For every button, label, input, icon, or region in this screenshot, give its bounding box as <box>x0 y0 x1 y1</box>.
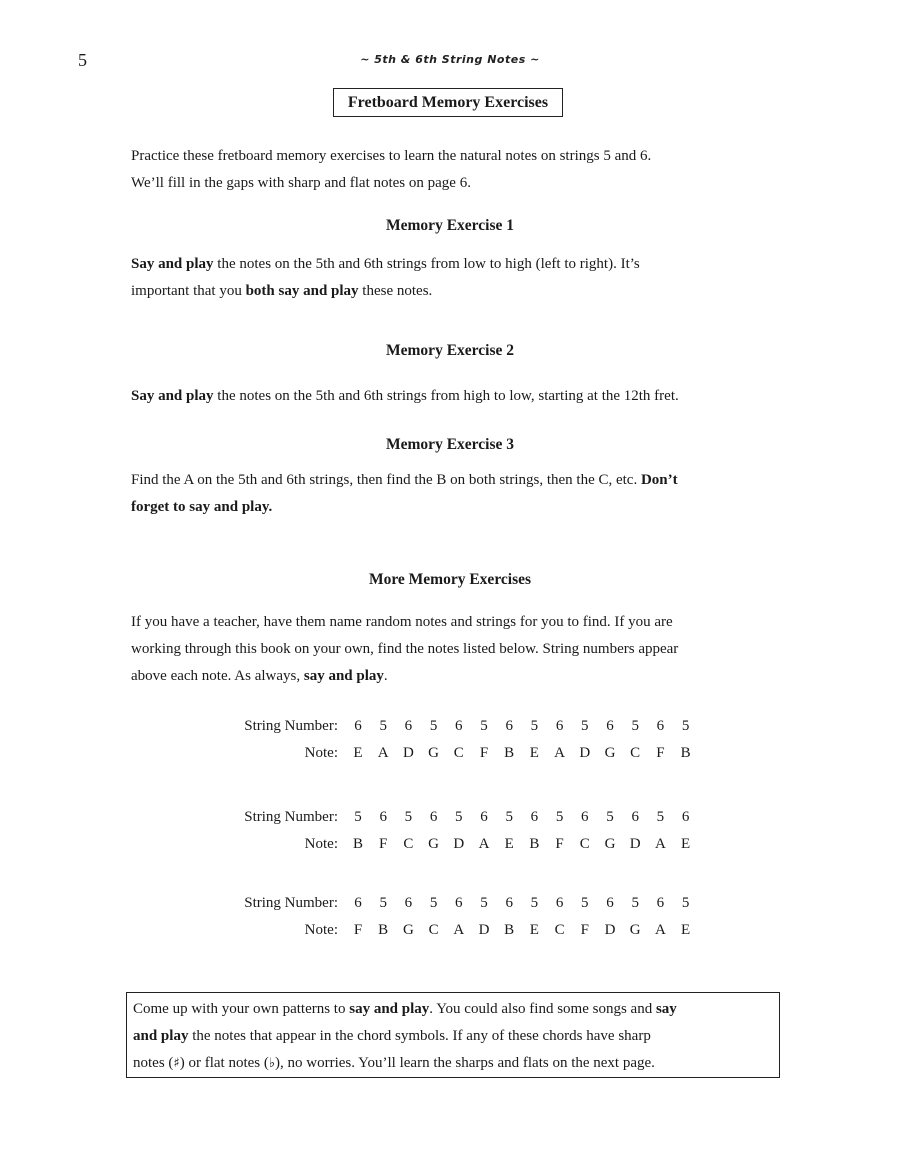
page-number: 5 <box>78 50 87 70</box>
string-number-cell: 6 <box>656 718 665 734</box>
note-cell: B <box>529 836 540 852</box>
text: ), no worries. You’ll learn the sharps and flats on the next page. <box>275 1055 655 1071</box>
bold-say: say <box>655 1001 677 1017</box>
string-number-cell: 5 <box>429 718 438 734</box>
note-cell: D <box>629 836 641 852</box>
text-line: If you have a teacher, have them name random notes and strings for you to find. If you are <box>131 614 673 630</box>
string-number-cell: 6 <box>606 895 614 911</box>
bold-forget-to-say-and-play: forget to say and play. <box>131 499 273 515</box>
flat-symbol: ♭ <box>268 1056 275 1071</box>
note-label: Note: <box>304 836 338 852</box>
string-number-cell: 5 <box>555 809 564 825</box>
note-cell: E <box>681 836 691 852</box>
note-cell: D <box>604 922 616 938</box>
note-cell: C <box>428 922 439 938</box>
exercise-3-heading: Memory Exercise 3 <box>386 436 514 453</box>
note-row <box>0 922 900 946</box>
exercise-1-heading: Memory Exercise 1 <box>386 217 514 234</box>
bold-say-and-play: say and play <box>349 1001 430 1017</box>
note-cell: G <box>428 836 440 852</box>
note-cell: C <box>554 922 565 938</box>
bold-and-play: and play <box>133 1028 189 1044</box>
text: notes ( <box>133 1055 174 1071</box>
text: Find the A on the 5th and 6th strings, then find the B on both strings, then the C, etc. <box>131 472 641 488</box>
text: the notes on the 5th and 6th strings from low to high (left to right). It’s <box>213 256 640 272</box>
string-number-cell: 5 <box>354 809 362 825</box>
string-number-cell: 5 <box>656 809 665 825</box>
string-number-row <box>0 718 900 742</box>
bold-dont: Don’t <box>640 472 678 488</box>
note-cell: B <box>378 922 389 938</box>
sharp-symbol: ♯ <box>173 1056 180 1071</box>
note-cell: B <box>680 745 691 761</box>
string-number-cell: 5 <box>631 895 639 911</box>
note-cell: D <box>453 836 465 852</box>
note-cell: F <box>580 922 589 938</box>
string-number-cell: 5 <box>530 718 539 734</box>
text: above each note. As always, <box>131 668 304 684</box>
string-number-cell: 5 <box>606 809 614 825</box>
note-cell: A <box>478 836 490 852</box>
string-number-row <box>0 809 900 833</box>
string-number-row <box>0 895 900 919</box>
string-number-cell: 6 <box>379 809 387 825</box>
string-label: String Number: <box>244 895 338 911</box>
note-cell: A <box>654 922 666 938</box>
note-cell: C <box>630 745 641 761</box>
string-number-cell: 5 <box>379 895 387 911</box>
note-cell: G <box>428 745 440 761</box>
string-number-cell: 5 <box>530 895 539 911</box>
note-cell: E <box>504 836 514 852</box>
note-label: Note: <box>304 745 338 761</box>
note-cell: B <box>352 836 363 852</box>
string-number-cell: 5 <box>480 718 488 734</box>
string-number-cell: 6 <box>354 895 362 911</box>
note-row <box>0 836 900 860</box>
string-number-cell: 6 <box>631 809 639 825</box>
note-cell: C <box>579 836 590 852</box>
string-number-cell: 6 <box>555 718 564 734</box>
note-cell: F <box>479 745 489 761</box>
running-header: ~ 5th & 6th String Notes ~ <box>360 53 540 66</box>
string-number-cell: 6 <box>404 895 413 911</box>
text: important that you <box>131 283 246 299</box>
note-cell: C <box>403 836 414 852</box>
note-cell: F <box>379 836 388 852</box>
note-cell: A <box>377 745 389 761</box>
note-cell: F <box>656 745 665 761</box>
bold-both-say-and-play: both say and play <box>245 283 359 299</box>
note-cell: A <box>453 922 465 938</box>
string-number-cell: 5 <box>505 809 513 825</box>
string-number-cell: 6 <box>404 718 413 734</box>
string-number-cell: 6 <box>429 809 438 825</box>
string-number-cell: 5 <box>404 809 413 825</box>
string-number-cell: 5 <box>379 718 387 734</box>
string-number-cell: 5 <box>429 895 438 911</box>
note-cell: G <box>629 922 641 938</box>
string-number-cell: 6 <box>455 718 463 734</box>
tip-box <box>126 992 780 1078</box>
string-number-cell: 6 <box>530 809 539 825</box>
string-number-cell: 6 <box>505 718 513 734</box>
text: these notes. <box>358 283 433 299</box>
string-number-cell: 6 <box>455 895 463 911</box>
string-number-cell: 5 <box>581 718 589 734</box>
note-cell: A <box>654 836 666 852</box>
note-cell: C <box>453 745 464 761</box>
text: . <box>383 668 388 684</box>
intro-line-2: We’ll fill in the gaps with sharp and flat notes on page 6. <box>131 175 471 191</box>
note-cell: E <box>681 922 691 938</box>
string-number-cell: 6 <box>555 895 564 911</box>
text: the notes that appear in the chord symbols. If any of these chords have sharp <box>188 1028 651 1044</box>
note-cell: B <box>504 922 515 938</box>
string-number-cell: 5 <box>581 895 589 911</box>
string-number-cell: 6 <box>354 718 362 734</box>
note-cell: G <box>402 922 414 938</box>
note-cell: A <box>554 745 566 761</box>
note-cell: G <box>604 745 616 761</box>
text: . You could also find some songs and <box>429 1001 656 1017</box>
text-line: working through this book on your own, find the notes listed below. String numbers appear <box>131 641 679 657</box>
string-number-cell: 6 <box>606 718 614 734</box>
text: Come up with your own patterns to <box>133 1001 350 1017</box>
string-number-cell: 6 <box>505 895 513 911</box>
note-cell: D <box>579 745 591 761</box>
page-title: Fretboard Memory Exercises <box>333 88 563 117</box>
text: the notes on the 5th and 6th strings from high to low, starting at the 12th fret. <box>213 388 679 404</box>
bold-say-and-play: Say and play <box>131 256 214 272</box>
string-number-cell: 6 <box>681 809 690 825</box>
string-number-cell: 5 <box>455 809 463 825</box>
string-label: String Number: <box>244 718 338 734</box>
string-number-cell: 6 <box>581 809 589 825</box>
string-label: String Number: <box>244 809 338 825</box>
string-number-cell: 6 <box>480 809 488 825</box>
note-row <box>0 745 900 769</box>
text: ) or flat notes ( <box>179 1055 269 1071</box>
bold-say-and-play: say and play <box>303 668 384 684</box>
note-cell: E <box>353 745 363 761</box>
string-number-cell: 6 <box>656 895 665 911</box>
string-number-cell: 5 <box>681 895 690 911</box>
note-cell: E <box>529 745 539 761</box>
note-cell: F <box>555 836 564 852</box>
string-number-cell: 5 <box>480 895 488 911</box>
exercise-2-heading: Memory Exercise 2 <box>386 342 514 359</box>
note-cell: D <box>478 922 490 938</box>
note-cell: B <box>504 745 515 761</box>
note-cell: G <box>604 836 616 852</box>
note-cell: F <box>353 922 363 938</box>
note-label: Note: <box>304 922 338 938</box>
intro-line-1: Practice these fretboard memory exercises to learn the natural notes on strings 5 and 6. <box>131 148 652 164</box>
more-exercises-heading: More Memory Exercises <box>368 571 532 588</box>
note-cell: E <box>529 922 539 938</box>
note-cell: D <box>402 745 414 761</box>
string-number-cell: 5 <box>681 718 690 734</box>
bold-say-and-play: Say and play <box>131 388 214 404</box>
string-number-cell: 5 <box>631 718 639 734</box>
